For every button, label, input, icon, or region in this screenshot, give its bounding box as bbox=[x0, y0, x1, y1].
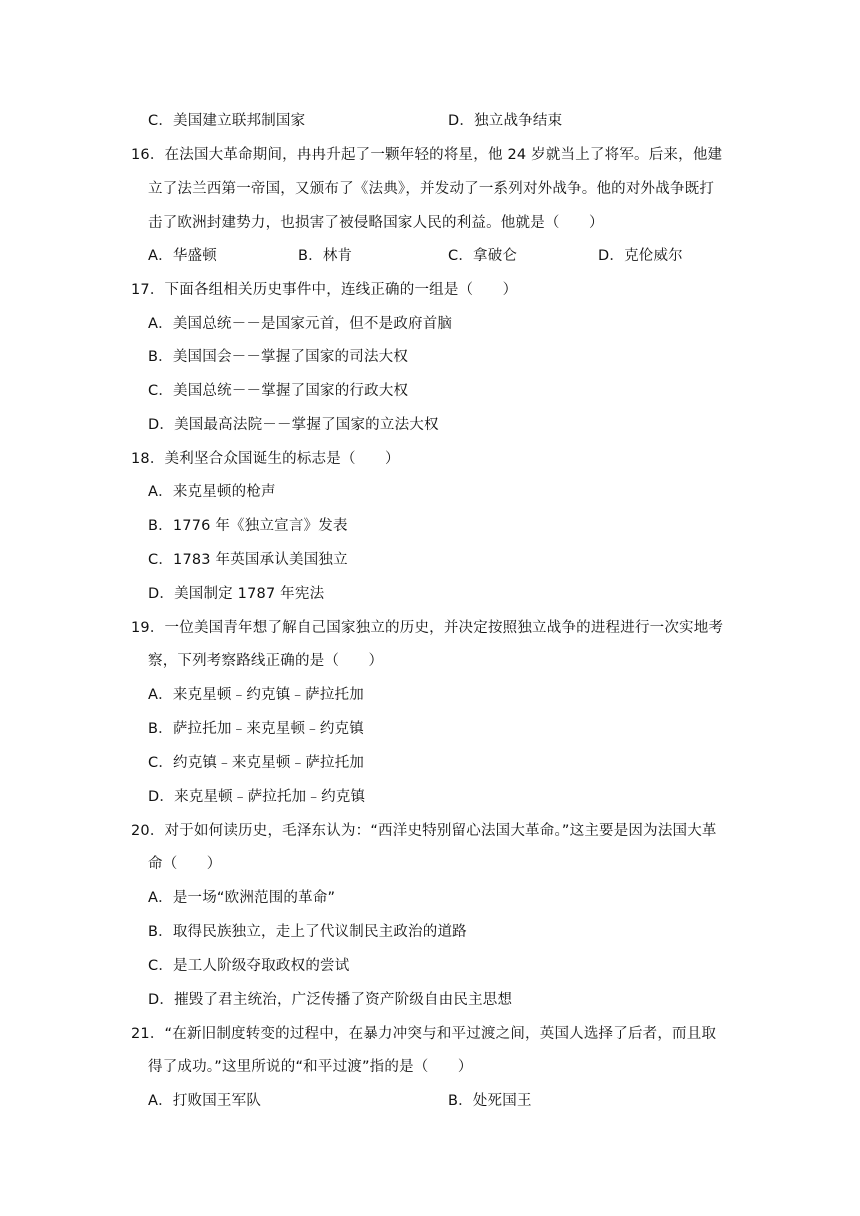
q16-stem-line3: 击了欧洲封建势力，也损害了被侵略国家人民的利益。他就是（ ） bbox=[148, 215, 604, 231]
q18-option-a: A．来克星顿的枪声 bbox=[148, 484, 276, 500]
q16-option-c: C．拿破仑 bbox=[448, 248, 518, 264]
q19-stem-line1: 19．一位美国青年想了解自己国家独立的历史，并决定按照独立战争的进程进行一次实地考 bbox=[131, 620, 724, 636]
q16-option-b: B．林肯 bbox=[298, 248, 353, 264]
q21-stem-line1: 21．“在新旧制度转变的过程中，在暴力冲突与和平过渡之间，英国人选择了后者，而且取 bbox=[131, 1026, 717, 1042]
q15-option-c: C．美国建立联邦制国家 bbox=[148, 113, 306, 129]
q19-option-d: D．来克星顿﹣萨拉托加﹣约克镇 bbox=[148, 789, 366, 805]
q18-option-c: C．1783 年英国承认美国独立 bbox=[148, 552, 348, 568]
q16-option-a: A．华盛顿 bbox=[148, 248, 217, 264]
q19-option-b: B．萨拉托加﹣来克星顿﹣约克镇 bbox=[148, 721, 364, 737]
q21-option-b: B．处死国王 bbox=[448, 1093, 532, 1109]
q20-option-b: B．取得民族独立，走上了代议制民主政治的道路 bbox=[148, 924, 467, 940]
q19-option-a: A．来克星顿﹣约克镇﹣萨拉托加 bbox=[148, 687, 364, 703]
q18-option-b: B．1776 年《独立宣言》发表 bbox=[148, 518, 348, 534]
q21-option-a: A．打败国王军队 bbox=[148, 1093, 262, 1109]
q20-option-d: D．摧毁了君主统治，广泛传播了资产阶级自由民主思想 bbox=[148, 992, 513, 1008]
q20-stem-line1: 20．对于如何读历史，毛泽东认为：“西洋史特别留心法国大革命。”这主要是因为法国大革 bbox=[131, 823, 717, 839]
q16-option-d: D．克伦威尔 bbox=[598, 248, 683, 264]
q20-stem-line2: 命（ ） bbox=[148, 856, 222, 872]
q19-stem-line2: 察，下列考察路线正确的是（ ） bbox=[148, 653, 384, 669]
q16-stem-line2: 立了法兰西第一帝国，又颁布了《法典》，并发动了一系列对外战争。他的对外战争既打 bbox=[148, 181, 715, 197]
q20-option-a: A．是一场“欧洲范围的革命” bbox=[148, 890, 336, 906]
q17-option-d: D．美国最高法院－－掌握了国家的立法大权 bbox=[148, 417, 439, 433]
q17-option-c: C．美国总统－－掌握了国家的行政大权 bbox=[148, 383, 409, 399]
q18-stem: 18．美利坚合众国诞生的标志是（ ） bbox=[131, 451, 400, 467]
q17-stem: 17．下面各组相关历史事件中，连线正确的一组是（ ） bbox=[131, 282, 518, 298]
q19-option-c: C．约克镇﹣来克星顿﹣萨拉托加 bbox=[148, 755, 365, 771]
q18-option-d: D．美国制定 1787 年宪法 bbox=[148, 586, 325, 602]
q15-option-d: D．独立战争结束 bbox=[448, 113, 563, 129]
q21-stem-line2: 得了成功。”这里所说的“和平过渡”指的是（ ） bbox=[148, 1059, 473, 1075]
q17-option-b: B．美国国会－－掌握了国家的司法大权 bbox=[148, 349, 409, 365]
q16-stem-line1: 16．在法国大革命期间，冉冉升起了一颗年轻的将星，他 24 岁就当上了将军。后来，他建 bbox=[131, 147, 723, 163]
q20-option-c: C．是工人阶级夺取政权的尝试 bbox=[148, 958, 350, 974]
q17-option-a: A．美国总统－－是国家元首，但不是政府首脑 bbox=[148, 316, 453, 332]
